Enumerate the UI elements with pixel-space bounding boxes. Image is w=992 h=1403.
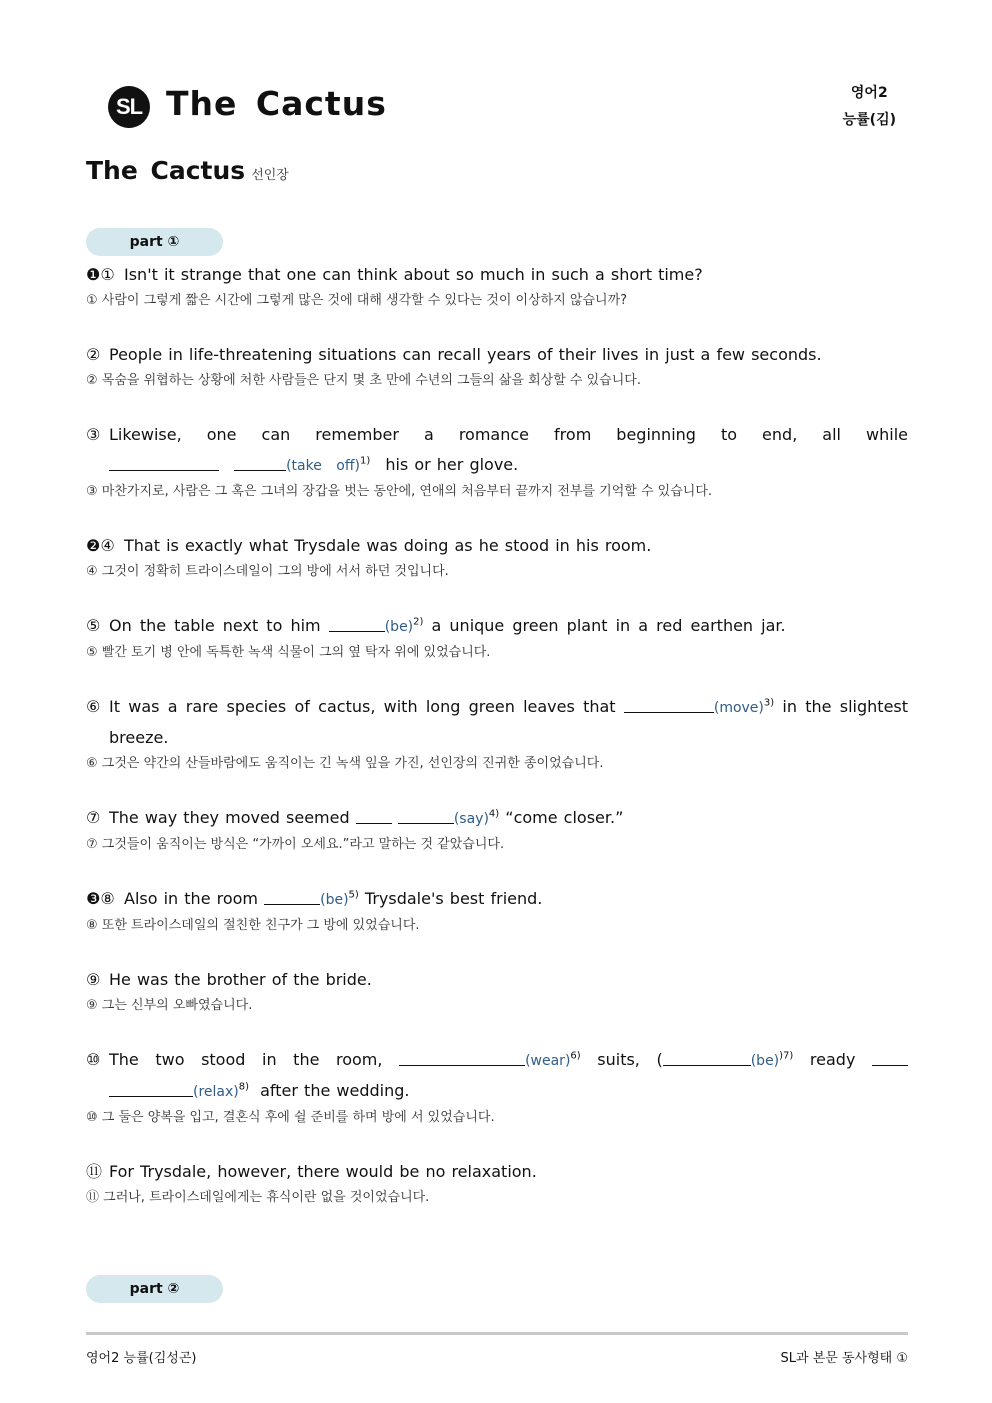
lesson-title bbox=[86, 156, 289, 185]
verb-hint: (take off) bbox=[286, 458, 360, 474]
footnote-ref: 4) bbox=[488, 808, 500, 820]
verb-hint: (say) bbox=[453, 811, 489, 827]
course-publisher: 능률(김) bbox=[842, 112, 896, 128]
sentence-ko: ② 목숨을 위협하는 상황에 처한 사람들은 단지 몇 초 만에 수년의 그들의 삶을 회상할 수 있습니다. bbox=[86, 373, 641, 388]
footnote-ref: )7) bbox=[779, 1050, 794, 1062]
sentence-9 bbox=[86, 965, 908, 1017]
sentence-2 bbox=[86, 340, 908, 392]
answer-blank[interactable] bbox=[109, 1080, 193, 1097]
sentence-en: It was a rare species of cactus, with long green leaves that bbox=[109, 697, 616, 716]
sentence-1 bbox=[86, 260, 908, 312]
sentence-list bbox=[86, 260, 908, 1237]
sentence-en: Also in the room bbox=[124, 889, 259, 908]
lesson-title-en: The Cactus bbox=[86, 156, 246, 185]
sentence-7 bbox=[86, 803, 908, 856]
sentence-ko: ⑨ 그는 신부의 오빠였습니다. bbox=[86, 998, 253, 1013]
sentence-3 bbox=[86, 420, 908, 503]
answer-blank[interactable] bbox=[398, 807, 454, 824]
course-meta bbox=[843, 80, 896, 134]
answer-blank[interactable] bbox=[356, 807, 392, 824]
footer-divider bbox=[86, 1332, 908, 1335]
answer-blank[interactable] bbox=[264, 888, 320, 905]
sentence-en-cont: “come closer.” bbox=[505, 808, 624, 827]
sentence-6 bbox=[86, 692, 908, 775]
footnote-ref: 8) bbox=[238, 1081, 250, 1093]
sentence-ko: ⑪ 그러나, 트라이스데일에게는 휴식이란 없을 것이었습니다. bbox=[86, 1190, 430, 1205]
sentence-number: ③ bbox=[86, 425, 101, 444]
sentence-en-cont: in the slightest breeze. bbox=[109, 697, 909, 747]
sentence-ko: ⑩ 그 둘은 양복을 입고, 결혼식 후에 쉴 준비를 하며 방에 서 있었습니다. bbox=[86, 1110, 495, 1125]
sentence-number: ❸⑧ bbox=[86, 889, 115, 908]
answer-blank[interactable] bbox=[872, 1049, 908, 1066]
sentence-ko: ① 사람이 그렇게 짧은 시간에 그렇게 많은 것에 대해 생각할 수 있다는 것이 이상하지 않습니까? bbox=[86, 293, 628, 308]
footer-right: SL과 본문 동사형태 ① bbox=[780, 1351, 908, 1366]
sentence-en: Isn't it strange that one can think about so much in such a short time? bbox=[124, 265, 703, 284]
sentence-en: Likewise, one can remember a romance from beginning to end, all while bbox=[109, 425, 908, 444]
sentence-8 bbox=[86, 884, 908, 937]
sentence-en-cont: his or her glove. bbox=[385, 455, 519, 474]
sentence-en-cont: Trysdale's best friend. bbox=[364, 889, 543, 908]
sentence-number: ⑪ bbox=[86, 1162, 103, 1181]
sentence-en: For Trysdale, however, there would be no relaxation. bbox=[109, 1162, 537, 1181]
sentence-en-cont: after the wedding. bbox=[260, 1081, 410, 1100]
footnote-ref: 3) bbox=[763, 697, 775, 709]
sentence-en-cont: a unique green plant in a red earthen jar. bbox=[431, 616, 786, 635]
sentence-ko: ⑥ 그것은 약간의 산들바람에도 움직이는 긴 녹색 잎을 가진, 선인장의 진귀한 종이었습니다. bbox=[86, 756, 604, 771]
sentence-number: ⑥ bbox=[86, 697, 101, 716]
course-subject: 영어2 bbox=[850, 85, 888, 101]
verb-hint: (be) bbox=[320, 892, 349, 908]
sentence-10 bbox=[86, 1045, 908, 1129]
sentence-number: ⑤ bbox=[86, 616, 101, 635]
sentence-en-cont: ready bbox=[809, 1050, 856, 1069]
verb-hint: (move) bbox=[713, 700, 764, 716]
sentence-ko: ⑤ 빨간 토기 병 안에 독특한 녹색 식물이 그의 옆 탁자 위에 있었습니다. bbox=[86, 645, 491, 660]
verb-hint: (relax) bbox=[193, 1084, 239, 1100]
footnote-ref: 6) bbox=[570, 1050, 581, 1062]
sentence-number: ② bbox=[86, 345, 101, 364]
sentence-11 bbox=[86, 1157, 908, 1209]
sentence-en: On the table next to him bbox=[109, 616, 321, 635]
sl-logo: SL bbox=[108, 86, 150, 128]
verb-hint: (wear) bbox=[525, 1053, 571, 1069]
sentence-ko: ③ 마찬가지로, 사람은 그 혹은 그녀의 장갑을 벗는 동안에, 연애의 처음부터 끝까지 전부를 기억할 수 있습니다. bbox=[86, 484, 713, 499]
lesson-title-ko: 선인장 bbox=[251, 168, 289, 183]
part-2-label: part ② bbox=[86, 1275, 223, 1303]
sentence-number: ⑦ bbox=[86, 808, 101, 827]
answer-blank[interactable] bbox=[663, 1049, 751, 1066]
sentence-number: ⑩ bbox=[86, 1050, 101, 1069]
verb-hint: (be) bbox=[750, 1053, 780, 1069]
sentence-number: ⑨ bbox=[86, 970, 101, 989]
sentence-ko: ⑦ 그것들이 움직이는 방식은 “가까이 오세요.”라고 말하는 것 같았습니다. bbox=[86, 837, 505, 852]
sentence-en-cont: suits, ( bbox=[597, 1050, 663, 1069]
sentence-en: People in life-threatening situations can recall years of their lives in just a few seconds. bbox=[109, 345, 822, 364]
answer-blank[interactable] bbox=[329, 615, 385, 632]
answer-blank[interactable] bbox=[109, 454, 219, 471]
sentence-5 bbox=[86, 611, 908, 664]
page-title: The Cactus bbox=[166, 84, 387, 123]
sentence-number: ❷④ bbox=[86, 536, 115, 555]
sentence-en: He was the brother of the bride. bbox=[109, 970, 372, 989]
sentence-ko: ⑧ 또한 트라이스데일의 절친한 친구가 그 방에 있었습니다. bbox=[86, 918, 420, 933]
answer-blank[interactable] bbox=[624, 696, 714, 713]
sentence-en: The way they moved seemed bbox=[109, 808, 350, 827]
sentence-ko: ④ 그것이 정확히 트라이스데일이 그의 방에 서서 하던 것입니다. bbox=[86, 564, 449, 579]
verb-hint: (be) bbox=[384, 619, 414, 635]
footnote-ref: 2) bbox=[413, 616, 424, 628]
answer-blank[interactable] bbox=[399, 1049, 525, 1066]
sentence-en: The two stood in the room, bbox=[109, 1050, 383, 1069]
footnote-ref: 1) bbox=[359, 455, 371, 467]
answer-blank[interactable] bbox=[234, 454, 286, 471]
part-1-label: part ① bbox=[86, 228, 223, 256]
sentence-number: ❶① bbox=[86, 265, 115, 284]
footer-left: 영어2 능률(김성곤) bbox=[86, 1351, 197, 1366]
footnote-ref: 5) bbox=[348, 889, 359, 901]
sentence-4 bbox=[86, 531, 908, 583]
sentence-en: That is exactly what Trysdale was doing as he stood in his room. bbox=[124, 536, 652, 555]
